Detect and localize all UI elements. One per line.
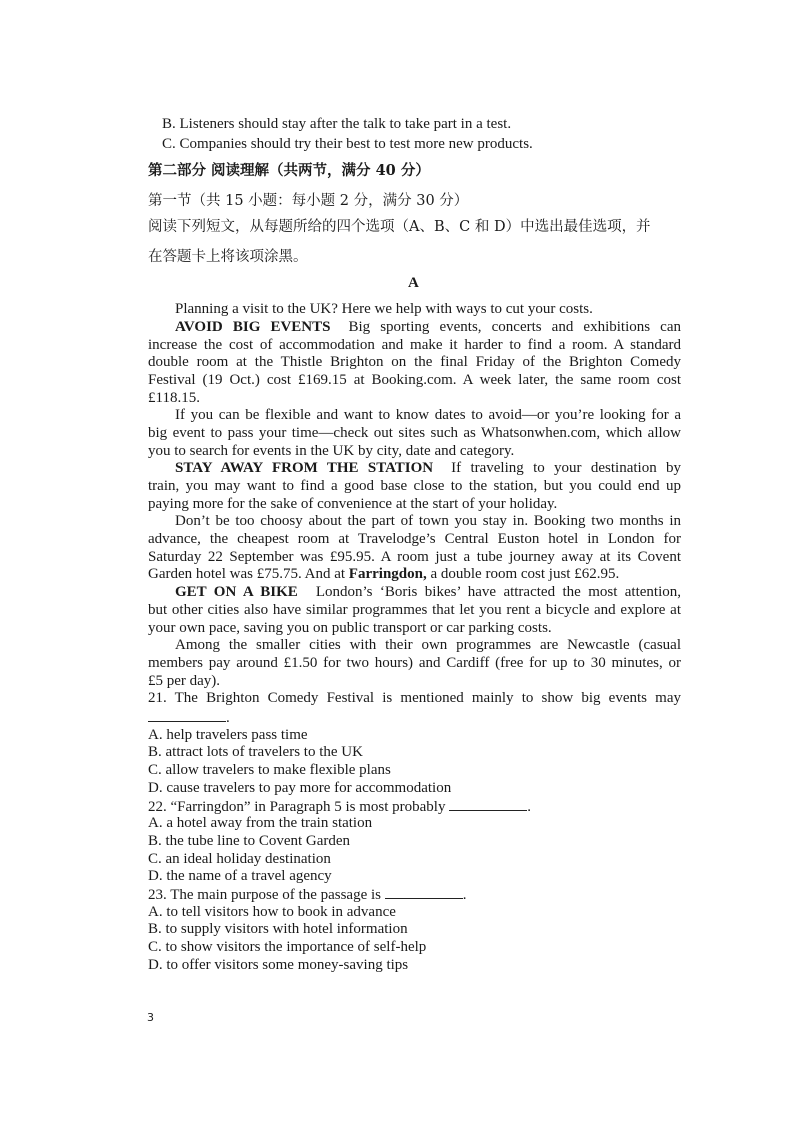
question-21-option-b: B. attract lots of travelers to the UK <box>148 744 363 760</box>
question-21-stem: 21. The Brighton Comedy Festival is mentioned mainly to show big events may <box>148 690 681 706</box>
instruction-line-1: 阅读下列短文，从每题所给的四个选项（A、B、C 和 D）中选出最佳选项，并 <box>148 219 651 235</box>
question-21-option-a: A. help travelers pass time <box>148 727 308 743</box>
paragraph-4-text: If traveling to your destination by <box>451 460 681 476</box>
question-23-stem: 23. The main purpose of the passage is <box>148 887 382 903</box>
question-22-option-d: D. the name of a travel agency <box>148 868 332 884</box>
question-22-option-a: A. a hotel away from the train station <box>148 815 373 831</box>
option-c-prev: C. Companies should try their best to test more new products. <box>162 136 533 152</box>
question-23-option-a: A. to tell visitors how to book in advance <box>148 904 396 920</box>
question-22-option-c: C. an ideal holiday destination <box>148 851 331 867</box>
answer-blank <box>385 885 463 899</box>
paragraph-2-line-4: Festival (19 Oct.) cost £169.15 at Booking.com. A week later, the same room cost <box>148 372 681 388</box>
paragraph-3-line-2: big event to pass your time—check out sites such as Whatsonwhen.com, which allow <box>148 425 681 441</box>
paragraph-2-line-3: double room at the Thistle Brighton on the final Friday of the Brighton Comedy <box>148 354 681 370</box>
heading-get-on-a-bike: GET ON A BIKE <box>175 584 298 600</box>
paragraph-2-line-2: increase the cost of accommodation and make it harder to find a room. A standard <box>148 337 681 353</box>
heading-stay-away: STAY AWAY FROM THE STATION <box>175 460 434 476</box>
option-b-prev: B. Listeners should stay after the talk to take part in a test. <box>162 116 512 132</box>
paragraph-6-line-1 <box>148 584 681 602</box>
paragraph-7-line-2: members pay around £1.50 for two hours) and Cardiff (free for up to 30 minutes, or <box>148 655 681 671</box>
passage-letter: A <box>408 275 419 291</box>
question-22-stem: 22. “Farringdon” in Paragraph 5 is most probably <box>148 799 446 815</box>
subsection-title: 第一节（共 15 小题：每小题 2 分，满分 30 分） <box>148 193 469 209</box>
farringdon-bold: Farringdon, <box>348 566 427 582</box>
paragraph-6-line-3: your own pace, saving you on public transport or car parking costs. <box>148 620 552 636</box>
paragraph-7-line-1: Among the smaller cities with their own programmes are Newcastle (casual <box>175 637 681 653</box>
paragraph-5-line-2: advance, the cheapest room at Travelodge’s Central Euston hotel in London for <box>148 531 681 547</box>
question-23-stem-line: 23. The main purpose of the passage is . <box>148 887 467 903</box>
paragraph-5-line-1: Don’t be too choosy about the part of town you stay in. Booking two months in <box>175 513 681 529</box>
paragraph-5-text-a: Garden hotel was £75.75. And at <box>148 566 346 582</box>
paragraph-4-line-3: paying more for the sake of convenience at the start of your holiday. <box>148 496 558 512</box>
paragraph-7-line-3: £5 per day). <box>148 673 221 689</box>
answer-blank <box>148 708 226 722</box>
question-23-option-b: B. to supply visitors with hotel information <box>148 921 408 937</box>
paragraph-3-line-1: If you can be flexible and want to know dates to avoid—or you’re looking for a <box>175 407 681 423</box>
section-title: 第二部分 阅读理解（共两节，满分 40 分） <box>148 162 430 179</box>
instruction-line-2: 在答题卡上将该项涂黑。 <box>148 249 308 265</box>
paragraph-1: Planning a visit to the UK? Here we help with ways to cut your costs. <box>175 301 593 317</box>
question-23-option-c: C. to show visitors the importance of self-help <box>148 939 427 955</box>
paragraph-2-line-5: £118.15. <box>148 390 200 406</box>
paragraph-6-text: London’s ‘Boris bikes’ have attracted the most attention, <box>315 584 682 600</box>
question-21-option-d: D. cause travelers to pay more for accommodation <box>148 780 452 796</box>
paragraph-5-line-3: Saturday 22 September was £95.95. A room just a tube journey away at its Covent <box>148 549 681 565</box>
question-23-option-d: D. to offer visitors some money-saving tips <box>148 957 409 973</box>
question-22-stem-line: 22. “Farringdon” in Paragraph 5 is most probably . <box>148 799 531 815</box>
paragraph-5-text-c: a double room cost just £62.95. <box>430 566 620 582</box>
paragraph-5-line-4 <box>148 566 619 584</box>
question-21-blank-line: . <box>148 708 230 728</box>
paragraph-3-line-3: you to search for events in the UK by city, date and category. <box>148 443 515 459</box>
question-22-option-b: B. the tube line to Covent Garden <box>148 833 351 849</box>
answer-blank <box>449 797 527 811</box>
page-number: 3 <box>147 1011 154 1024</box>
paragraph-6-line-2: but other cities also have similar programmes that let you rent a bicycle and explore at <box>148 602 681 618</box>
paragraph-4-line-1 <box>148 460 681 478</box>
question-21-option-c: C. allow travelers to make flexible plans <box>148 762 391 778</box>
paragraph-4-line-2: train, you may want to find a good base close to the station, but you could end up <box>148 478 681 494</box>
paragraph-2-text: Big sporting events, concerts and exhibitions can <box>348 319 681 335</box>
paragraph-2-line-1 <box>148 319 681 337</box>
heading-avoid-big-events: AVOID BIG EVENTS <box>175 319 331 335</box>
